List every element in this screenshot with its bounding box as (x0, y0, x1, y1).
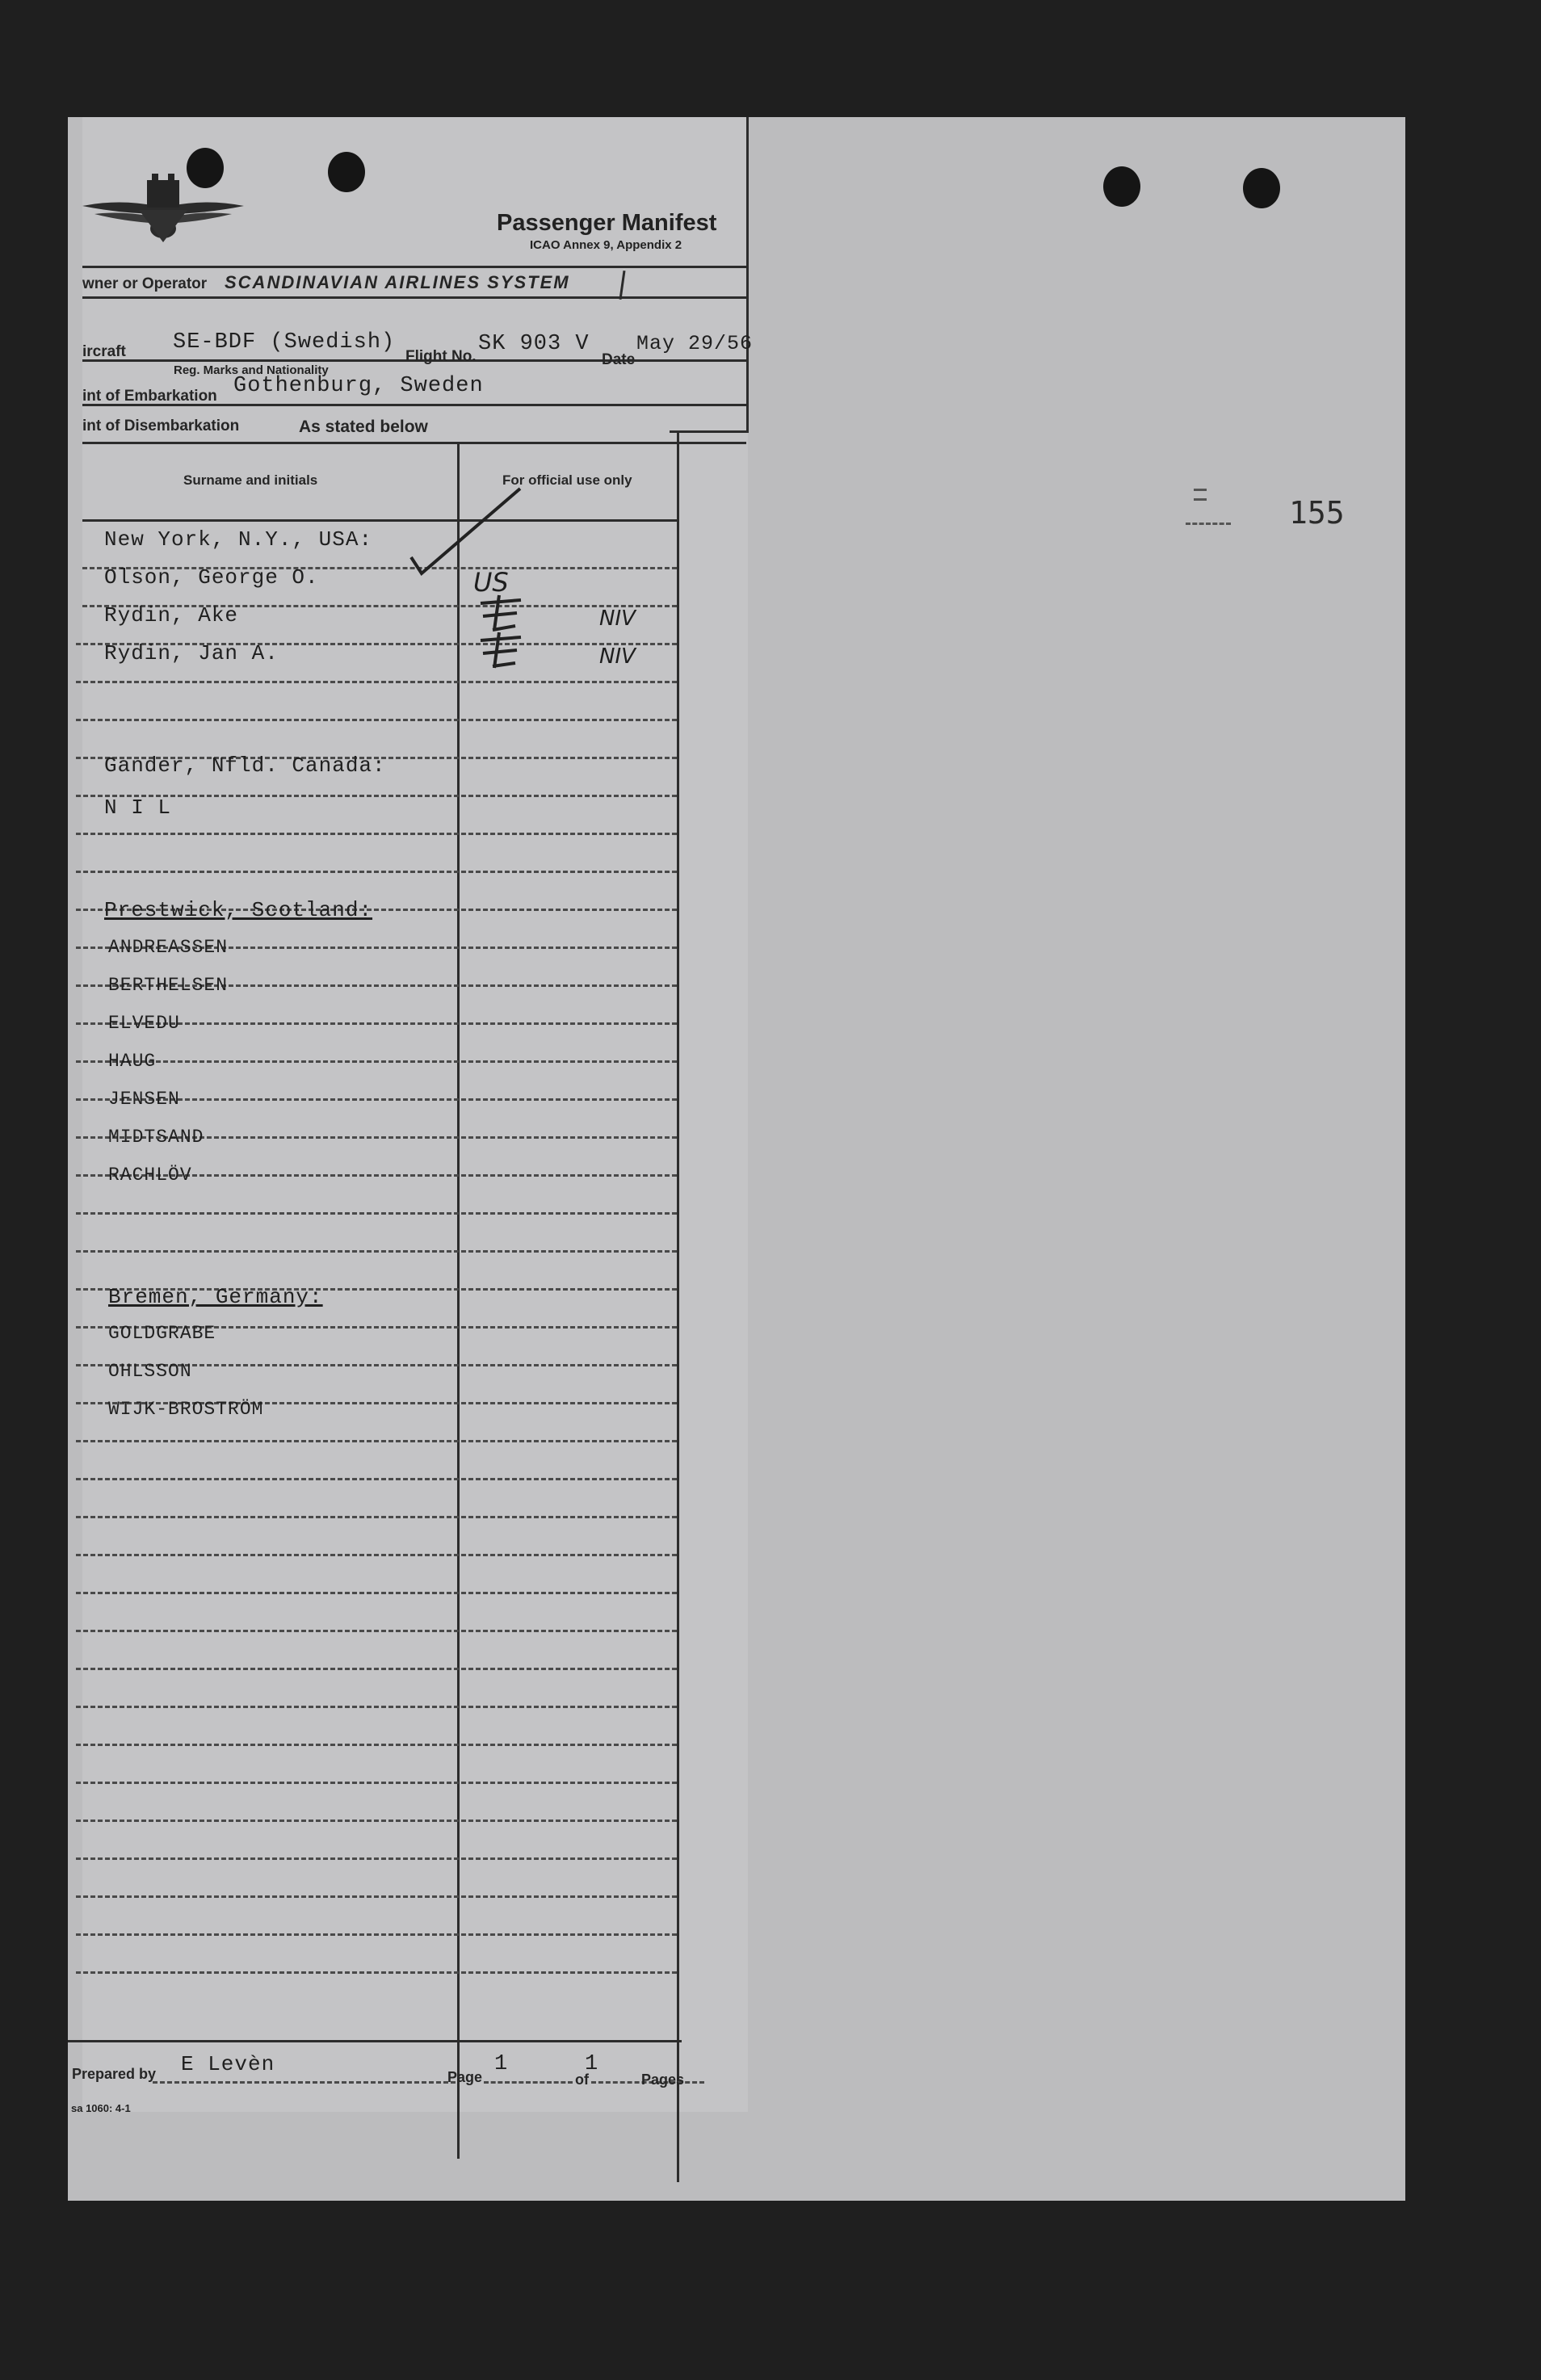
page-line (484, 2081, 573, 2084)
flight-label: Flight No. (405, 348, 477, 365)
date-value: May 29/56 (636, 332, 754, 355)
row-line (76, 681, 677, 683)
row-line (76, 1592, 677, 1594)
row-line (76, 1971, 677, 1974)
passenger-name: ELVEDU (108, 1013, 180, 1034)
embark-value: Gothenburg, Sweden (233, 374, 484, 398)
row-line (76, 1478, 677, 1480)
passenger-name: OHLSSON (108, 1361, 192, 1382)
destination-heading: Bremen, Germany: (108, 1285, 323, 1309)
pages-label: Pages (641, 2071, 685, 2088)
check-mark-icon (407, 485, 528, 581)
airline-logo-icon (82, 174, 244, 246)
passenger-name: MIDTSAND (108, 1127, 204, 1148)
row-line (76, 1895, 677, 1898)
row-line (76, 871, 677, 873)
operator-value: SCANDINAVIAN AIRLINES SYSTEM (225, 272, 570, 292)
destination-heading: Gander, Nfld. Canada: (104, 753, 386, 778)
row-line (76, 1706, 677, 1708)
passenger-name: Rydin, Jan A. (104, 641, 279, 665)
form-subtitle: ICAO Annex 9, Appendix 2 (530, 238, 682, 252)
passenger-name: Rydin, Ake (104, 603, 239, 628)
row-line (76, 719, 677, 721)
row-line (76, 1516, 677, 1518)
passenger-name: N I L (104, 795, 172, 820)
row-line (76, 833, 677, 835)
disembark-label: int of Disembarkation (82, 418, 240, 434)
operator-line (82, 296, 748, 299)
row-line (76, 1782, 677, 1784)
of-label: of (575, 2071, 589, 2088)
official-use-note: NIV (599, 644, 636, 669)
punch-hole (328, 152, 365, 192)
header-row-line (82, 519, 677, 522)
row-line (76, 1440, 677, 1442)
row-line (76, 1933, 677, 1936)
header-border-right (746, 117, 749, 432)
table-top-border (82, 442, 746, 444)
row-line (76, 1250, 677, 1253)
col-names-header: Surname and initials (183, 472, 318, 488)
column-divider (457, 442, 460, 2159)
passenger-name: ANDREASSEN (108, 937, 229, 958)
manifest-sheet (68, 117, 1405, 2201)
strikethrough-icon (477, 594, 525, 670)
row-line (76, 1857, 677, 1860)
form-code: sa 1060: 4-1 (71, 2102, 131, 2114)
aircraft-label: ircraft (82, 343, 126, 360)
row-line (76, 1060, 677, 1063)
passenger-name: HAUG (108, 1051, 157, 1072)
row-line (76, 1820, 677, 1822)
punch-hole (1243, 168, 1280, 208)
prepared-label: Prepared by (72, 2066, 157, 2082)
page-number: 155 (1289, 495, 1345, 531)
flight-value: SK 903 V (478, 332, 590, 356)
disembark-value: As stated below (299, 418, 428, 436)
passenger-name: BERTHELSEN (108, 975, 229, 996)
destination-heading: New York, N.Y., USA: (104, 527, 373, 552)
passenger-name: JENSEN (108, 1089, 180, 1110)
reg-label: Reg. Marks and Nationality (174, 363, 329, 377)
row-line (76, 1630, 677, 1632)
prepared-line (153, 2081, 456, 2084)
row-line (76, 1554, 677, 1556)
passenger-name: RACHLÖV (108, 1165, 192, 1186)
row-line (76, 1744, 677, 1746)
destination-heading: Prestwick, Scotland: (104, 898, 373, 922)
form-title: Passenger Manifest (497, 210, 717, 236)
passenger-name: WIJK-BROSTRÖM (108, 1399, 264, 1420)
row-line (76, 1212, 677, 1215)
of-value: 1 (585, 2052, 599, 2076)
date-label: Date (602, 351, 636, 368)
official-use-note: NIV (599, 607, 636, 631)
official-use-note: US (473, 567, 509, 598)
table-right-border (677, 432, 679, 2182)
passenger-name: GOLDGRABE (108, 1323, 216, 1344)
operator-label: wner or Operator (82, 275, 208, 292)
passenger-name: Olson, George O. (104, 565, 319, 590)
header-divider (82, 266, 748, 268)
manifest-form (82, 117, 748, 2112)
header-border-bottom (670, 430, 749, 433)
aircraft-value: SE-BDF (Swedish) (173, 330, 396, 355)
col-official-header: For official use only (502, 472, 632, 488)
page-label: Page (447, 2069, 483, 2085)
prepared-value: E Levèn (181, 2052, 275, 2076)
embark-label: int of Embarkation (82, 388, 217, 405)
page-value: 1 (494, 2052, 509, 2076)
table-bottom-line (68, 2040, 682, 2042)
row-line (76, 1668, 677, 1670)
punch-hole (1103, 166, 1140, 207)
